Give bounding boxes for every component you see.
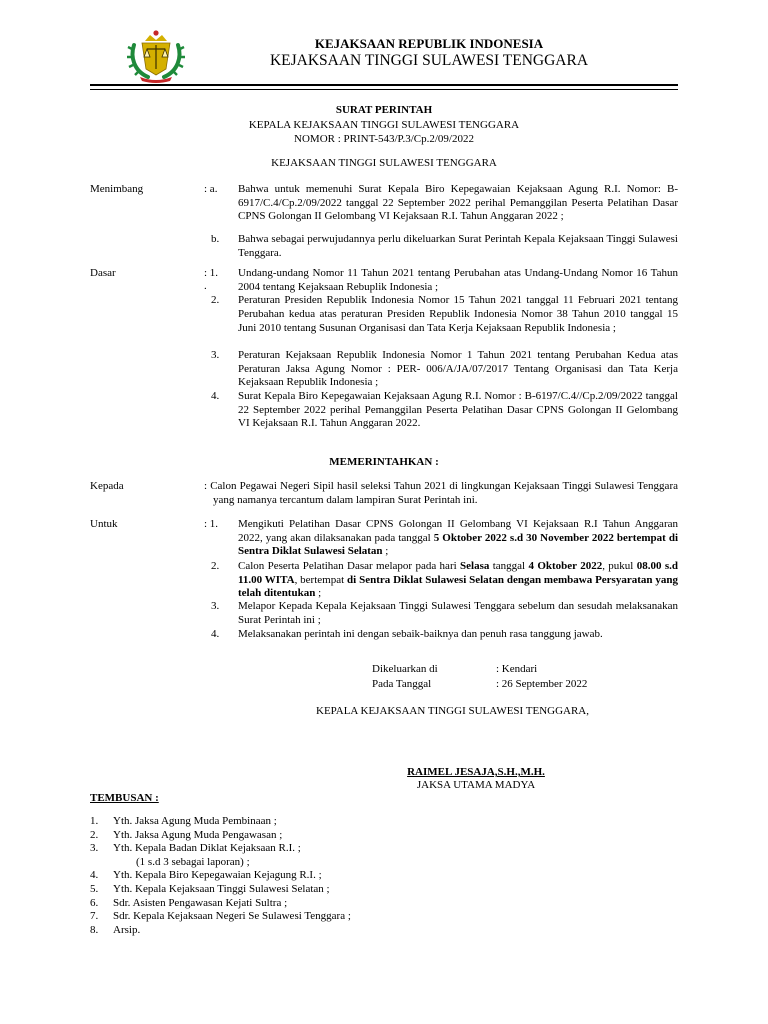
untuk-marker-4: 4.: [211, 628, 220, 640]
tembusan-item: [90, 924, 490, 938]
signatory-position: KEPALA KEJAKSAAN TINGGI SULAWESI TENGGARA,: [316, 705, 590, 717]
dasar-item-1: Undang-undang Nomor 11 Tahun 2021 tentang Perubahan atas Undang-Undang Nomor 16 Tahun 2004 tentang Kejaksaan Rebuplik Indonesia ;: [238, 267, 678, 293]
menimbang-item-b: Bahwa sebagai perwujudannya perlu dikeluarkan Surat Perintah Kepala Kejaksaan Tinggi Sulawesi Tenggara.: [238, 233, 678, 259]
body-text: tanggal: [489, 560, 529, 572]
untuk-marker-2: 2.: [211, 560, 220, 572]
untuk-item-3: [238, 600, 678, 627]
tembusan-number: 4.: [90, 869, 99, 882]
dasar-label: Dasar: [90, 267, 116, 279]
tembusan-item: [90, 883, 490, 897]
untuk-label: Untuk: [90, 518, 118, 530]
body-text: Melapor Kepada Kepala Kejaksaan Tinggi Sulawesi Tenggara sebelum dan sesudah melaksanakan Surat Perintah ini ;: [238, 600, 678, 626]
body-text: ;: [382, 545, 389, 558]
body-text: ;: [315, 587, 322, 600]
kejaksaan-emblem-icon: [126, 27, 186, 83]
signatory-rank: JAKSA UTAMA MADYA: [416, 779, 536, 791]
issued-place-label: Dikeluarkan di: [372, 663, 438, 675]
body-text: Calon Peserta Pelatihan Dasar melapor pada hari: [238, 560, 461, 572]
tembusan-item: [90, 829, 490, 843]
agency-name: KEJAKSAAN REPUBLIK INDONESIA: [314, 36, 544, 51]
tembusan-number: 1.: [90, 815, 99, 827]
dasar-marker-1: : 1.: [204, 267, 219, 279]
tembusan-note: [90, 856, 490, 870]
document-title: SURAT PERINTAH: [335, 104, 433, 116]
issued-place-value: : Kendari: [496, 663, 538, 675]
memerintahkan-heading: MEMERINTAHKAN :: [329, 456, 439, 468]
tembusan-text: Yth. Jaksa Agung Muda Pengawasan ;: [113, 828, 283, 841]
body-text: , pukul: [602, 560, 637, 572]
header-rule-thick: [90, 84, 678, 86]
body-text: , bertempat: [294, 573, 348, 586]
tembusan-item: [90, 842, 490, 856]
tembusan-text: Sdr. Asisten Pengawasan Kejati Sultra ;: [113, 896, 288, 909]
emphasis-text: 08.00 s.d 11.00 WITA: [238, 560, 678, 586]
dasar-marker-3: 3.: [211, 349, 220, 361]
tembusan-item: [90, 869, 490, 883]
emphasis-text: 4 Oktober 2022: [528, 560, 603, 572]
untuk-item-1: [238, 518, 678, 559]
emphasis-text: 5 Oktober 2022 s.d 30 November 2022 bertempat di Sentra Diklat Sulawesi Selatan: [238, 531, 679, 558]
emphasis-text: di Sentra Diklat Sulawesi Selatan dengan membawa Persyaratan yang telah ditentukan: [238, 573, 678, 600]
dasar-marker-2: 2.: [211, 294, 220, 306]
tembusan-text: Sdr. Kepala Kejaksaan Negeri Se Sulawesi Tenggara ;: [113, 910, 351, 923]
untuk-marker-1: : 1.: [204, 518, 219, 530]
tembusan-label: TEMBUSAN :: [90, 792, 159, 804]
menimbang-label: Menimbang: [90, 183, 144, 195]
issuing-office: KEJAKSAAN TINGGI SULAWESI TENGGARA: [271, 157, 497, 169]
dasar-marker-1-dot: .: [204, 280, 207, 292]
untuk-item-4: [238, 628, 678, 642]
tembusan-number: 8.: [90, 923, 99, 936]
menimbang-marker-a: : a.: [204, 183, 218, 195]
tembusan-number: 2.: [90, 828, 99, 841]
kepada-label: Kepada: [90, 480, 124, 492]
body-text: Melaksanakan perintah ini dengan sebaik-baiknya dan penuh rasa tanggung jawab.: [238, 628, 603, 640]
emphasis-text: Selasa: [460, 560, 490, 572]
tembusan-text: Yth. Kepala Badan Diklat Kejaksaan R.I. ;: [113, 842, 301, 855]
untuk-marker-3: 3.: [211, 600, 220, 612]
menimbang-item-a: Bahwa untuk memenuhi Surat Kepala Biro Kepegawaian Kejaksaan Agung R.I. Nomor: B-6917/C.4/Cp.2/09/2022 tanggal 22 September 2022 perihal Pemanggilan Peserta Pelatihan Dasar CPNS Golongan II Gelombang VI Kejaksaan R.I. Tahun Anggaran 2022 ;: [238, 183, 678, 223]
tembusan-number: 5.: [90, 882, 99, 895]
tembusan-number: 3.: [90, 842, 99, 855]
tembusan-number: 6.: [90, 896, 99, 909]
tembusan-item: [90, 815, 490, 829]
tembusan-item: [90, 910, 490, 924]
tembusan-text: (1 s.d 3 sebagai laporan) ;: [136, 855, 250, 868]
dasar-marker-4: 4.: [211, 390, 220, 402]
tembusan-text: Yth. Kepala Biro Kepegawaian Kejagung R.I. ;: [113, 869, 322, 882]
issued-date-value: : 26 September 2022: [496, 678, 588, 690]
body-text: Mengikuti Pelatihan Dasar CPNS Golongan II Gelombang VI Kejaksaan R.I Tahun Anggaran 2022, yang akan dilaksanakan pada tanggal: [238, 518, 678, 544]
tembusan-number: 7.: [90, 910, 99, 923]
dasar-item-2: Peraturan Presiden Republik Indonesia Nomor 15 Tahun 2021 tanggal 11 Februari 2021 tentang Perubahan kedua atas peraturan Presiden Republik Indonesia Nomor 38 Tahun 2010 tanggal 15 Juni 2010 tentang Susunan Organisasi dan Tata Kerja Kejaksaan Republik Indonesia ;: [238, 294, 678, 334]
dasar-item-4: Surat Kepala Biro Kepegawaian Kejaksaan Agung R.I. Nomor : B-6197/C.4//Cp.2/09/2022 tanggal 22 September 2022 perihal Pemanggilan Peserta Pelatihan Dasar CPNS Golongan II Gelombang VI Kejaksaan R.I. Tahun Anggaran 2022.: [238, 390, 678, 430]
tembusan-list: [90, 815, 490, 937]
kepada-content: : Calon Pegawai Negeri Sipil hasil seleksi Tahun 2021 di lingkungan Kejaksaan Tinggi Sulawesi Tenggara yang namanya tercantum dalam lampiran Surat Perintah ini.: [204, 480, 678, 506]
tembusan-text: Yth. Kepala Kejaksaan Tinggi Sulawesi Selatan ;: [113, 882, 330, 895]
tembusan-text: Yth. Jaksa Agung Muda Pembinaan ;: [113, 815, 277, 827]
header-rule-thin: [90, 89, 678, 90]
issued-date-label: Pada Tanggal: [372, 678, 432, 690]
document-number: NOMOR : PRINT-543/P.3/Cp.2/09/2022: [294, 133, 474, 145]
tembusan-item: [90, 897, 490, 911]
document-subtitle: KEPALA KEJAKSAAN TINGGI SULAWESI TENGGARA: [248, 119, 520, 131]
untuk-item-2: [238, 560, 678, 601]
dasar-item-3: Peraturan Kejaksaan Republik Indonesia Nomor 1 Tahun 2021 tentang Perubahan Kedua atas Peraturan Jaksa Agung Nomor : PER- 006/A/JA/07/2017 Tentang Organisasi dan Tata Kerja Kejaksaan Republik Indonesia ;: [238, 349, 678, 389]
tembusan-text: Arsip.: [113, 923, 141, 936]
office-name: KEJAKSAAN TINGGI SULAWESI TENGGARA: [269, 52, 589, 69]
signatory-name: RAIMEL JESAJA,S.H.,M.H.: [407, 766, 545, 778]
kepada-text: [204, 480, 678, 507]
menimbang-marker-b: b.: [211, 233, 220, 245]
